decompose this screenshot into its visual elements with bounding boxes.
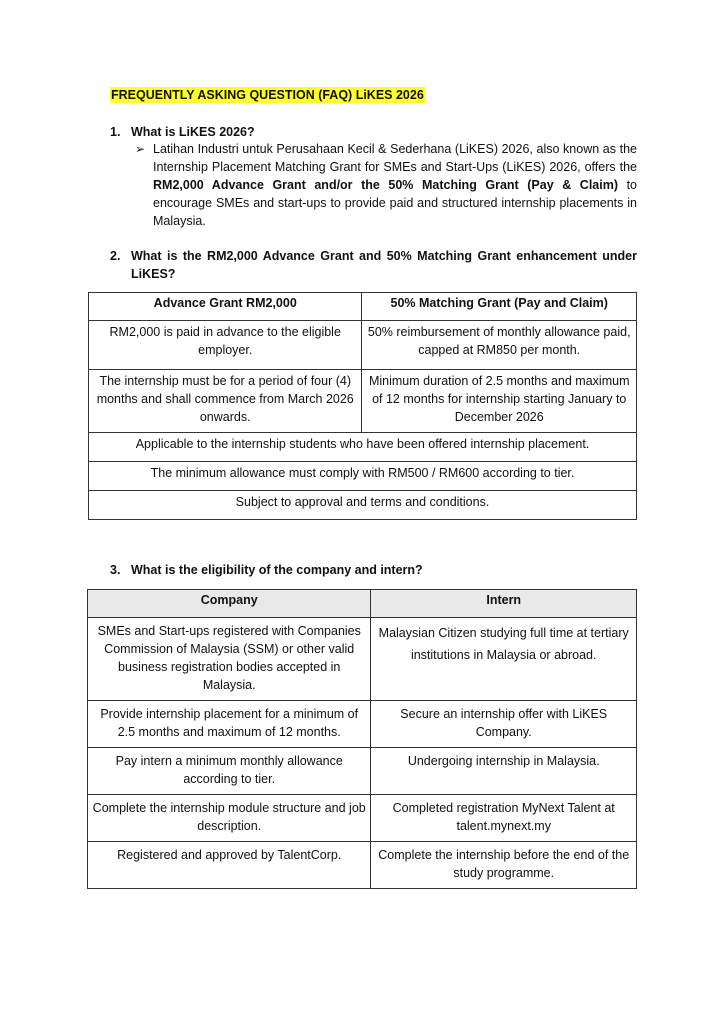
answer-text [153, 140, 637, 230]
table-cell: Provide internship placement for a minimum of 2.5 months and maximum of 12 months. [88, 701, 371, 748]
answer-text-bold: RM2,000 Advance Grant and/or the 50% Matching Grant (Pay & Claim) [153, 178, 619, 192]
table-row [88, 701, 637, 748]
table-header-cell: Advance Grant RM2,000 [89, 293, 362, 321]
table-header-row [88, 590, 637, 618]
table-header-cell: Company [88, 590, 371, 618]
grant-comparison-table [88, 292, 637, 520]
question-number: 3. [110, 563, 121, 577]
table-cell: The minimum allowance must comply with RM500 / RM600 according to tier. [89, 462, 637, 491]
table-cell: Secure an internship offer with LiKES Company. [371, 701, 637, 748]
table-cell: SMEs and Start-ups registered with Companies Commission of Malaysia (SSM) or other valid business registration bodies accepted in Malaysia. [88, 618, 371, 701]
answer-text-part: Latihan Industri untuk Perusahaan Kecil & Sederhana (LiKES) 2026, also known as the Internship Placement Matching Grant for SMEs and Start-Ups (LiKES) 2026, offers the [153, 142, 637, 174]
table-row [89, 462, 637, 491]
table-cell: Undergoing internship in Malaysia. [371, 748, 637, 795]
table-cell: Subject to approval and terms and conditions. [89, 491, 637, 520]
eligibility-table [87, 589, 637, 889]
table-cell: Complete the internship before the end of the study programme. [371, 842, 637, 889]
table-row [89, 491, 637, 520]
table-row [88, 842, 637, 889]
question-1 [110, 123, 255, 141]
table-cell: Malaysian Citizen studying full time at tertiary institutions in Malaysia or abroad. [371, 618, 637, 701]
answer-1 [135, 140, 637, 230]
table-row [88, 795, 637, 842]
question-number: 2. [110, 249, 121, 263]
question-number: 1. [110, 125, 121, 139]
table-cell: Completed registration MyNext Talent at talent.mynext.my [371, 795, 637, 842]
table-row [88, 748, 637, 795]
arrow-bullet-icon: ➢ [135, 142, 146, 156]
question-2 [110, 247, 637, 283]
page-title: FREQUENTLY ASKING QUESTION (FAQ) LiKES 2026 [111, 88, 424, 102]
table-cell: 50% reimbursement of monthly allowance paid, capped at RM850 per month. [362, 321, 637, 370]
table-row [89, 370, 637, 433]
table-cell: Registered and approved by TalentCorp. [88, 842, 371, 889]
table-row [89, 321, 637, 370]
table-row [89, 433, 637, 462]
table-cell: RM2,000 is paid in advance to the eligible employer. [89, 321, 362, 370]
table-cell: Complete the internship module structure and job description. [88, 795, 371, 842]
question-text: What is the eligibility of the company and intern? [131, 563, 423, 577]
table-row [88, 618, 637, 701]
table-header-cell: 50% Matching Grant (Pay and Claim) [362, 293, 637, 321]
table-cell: The internship must be for a period of four (4) months and shall commence from March 2026 onwards. [89, 370, 362, 433]
question-3 [110, 561, 423, 579]
question-text: What is the RM2,000 Advance Grant and 50% Matching Grant enhancement under LiKES? [131, 249, 637, 281]
answer-text-part: to encourage SMEs and start-ups to provide paid and structured internship placements in Malaysia. [153, 178, 637, 228]
table-cell: Pay intern a minimum monthly allowance according to tier. [88, 748, 371, 795]
table-cell: Minimum duration of 2.5 months and maximum of 12 months for internship starting January to December 2026 [362, 370, 637, 433]
table-header-cell: Intern [371, 590, 637, 618]
table-cell: Applicable to the internship students who have been offered internship placement. [89, 433, 637, 462]
table-header-row [89, 293, 637, 321]
question-text: What is LiKES 2026? [131, 125, 255, 139]
